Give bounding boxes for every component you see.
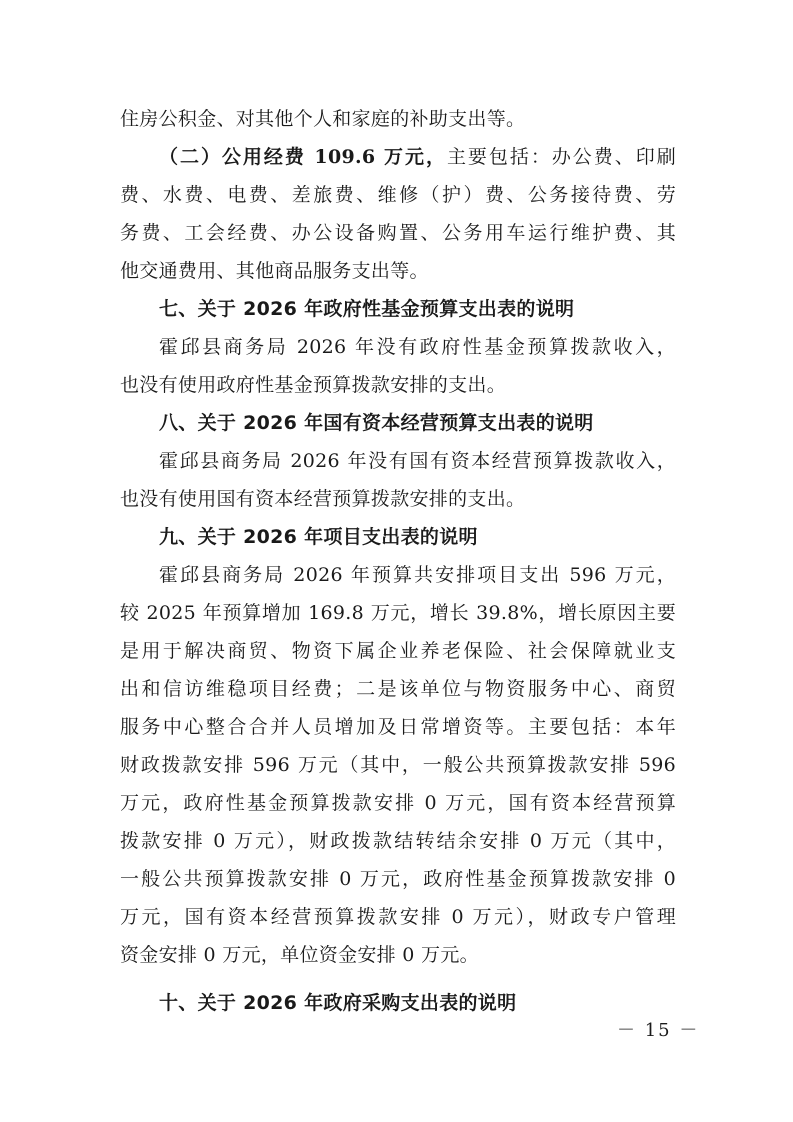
paragraph-line: 资金安排 0 万元，单位资金安排 0 万元。: [120, 944, 479, 966]
paragraph-line: 服务中心整合合并人员增加及日常增资等。主要包括：本年: [120, 716, 676, 738]
text-phrase: 主要包括：办公费、印刷: [446, 146, 676, 168]
bold-phrase: （二）公用经费 109.6 万元，: [159, 146, 447, 168]
paragraph-line: [120, 138, 676, 176]
paragraph-line: 霍邱县商务局 2026 年没有政府性基金预算拨款收入，: [159, 336, 676, 358]
paragraph-line: 霍邱县商务局 2026 年没有国有资本经营预算拨款收入，: [159, 450, 676, 472]
paragraph-line: 务费、工会经费、办公设备购置、公务用车运行维护费、其: [120, 222, 676, 244]
paragraph-line: 出和信访维稳项目经费；二是该单位与物资服务中心、商贸: [120, 678, 676, 700]
page-number: － 15 －: [617, 1020, 700, 1041]
paragraph-line: 万元，国有资本经营预算拨款安排 0 万元），财政专户管理: [120, 906, 676, 928]
paragraph-line: 是用于解决商贸、物资下属企业养老保险、社会保障就业支: [120, 640, 676, 662]
paragraph-line: 费、水费、电费、差旅费、维修（护）费、公务接待费、劳: [120, 184, 676, 206]
paragraph-line: 霍邱县商务局 2026 年预算共安排项目支出 596 万元，: [159, 564, 676, 586]
spacer: [120, 974, 676, 984]
paragraph-line: 拨款安排 0 万元），财政拨款结转结余安排 0 万元（其中，: [120, 830, 676, 852]
paragraph-line: 财政拨款安排 596 万元（其中，一般公共预算拨款安排 596: [120, 754, 676, 776]
paragraph-line: 也没有使用政府性基金预算拨款安排的支出。: [120, 374, 507, 396]
document-body: [120, 100, 676, 1022]
section-heading: 八、关于 2026 年国有资本经营预算支出表的说明: [159, 412, 594, 434]
paragraph-line: 一般公共预算拨款安排 0 万元，政府性基金预算拨款安排 0: [120, 868, 676, 890]
paragraph-line: 万元，政府性基金预算拨款安排 0 万元，国有资本经营预算: [120, 792, 676, 814]
paragraph-line: 他交通费用、其他商品服务支出等。: [120, 260, 429, 282]
section-heading: 九、关于 2026 年项目支出表的说明: [159, 526, 478, 548]
paragraph-line: 较 2025 年预算增加 169.8 万元，增长 39.8%，增长原因主要: [120, 602, 676, 624]
paragraph-line: 住房公积金、对其他个人和家庭的补助支出等。: [120, 108, 526, 130]
paragraph-line: 也没有使用国有资本经营预算拨款安排的支出。: [120, 488, 526, 510]
section-heading: 七、关于 2026 年政府性基金预算支出表的说明: [159, 298, 575, 320]
section-heading: 十、关于 2026 年政府采购支出表的说明: [159, 992, 517, 1014]
